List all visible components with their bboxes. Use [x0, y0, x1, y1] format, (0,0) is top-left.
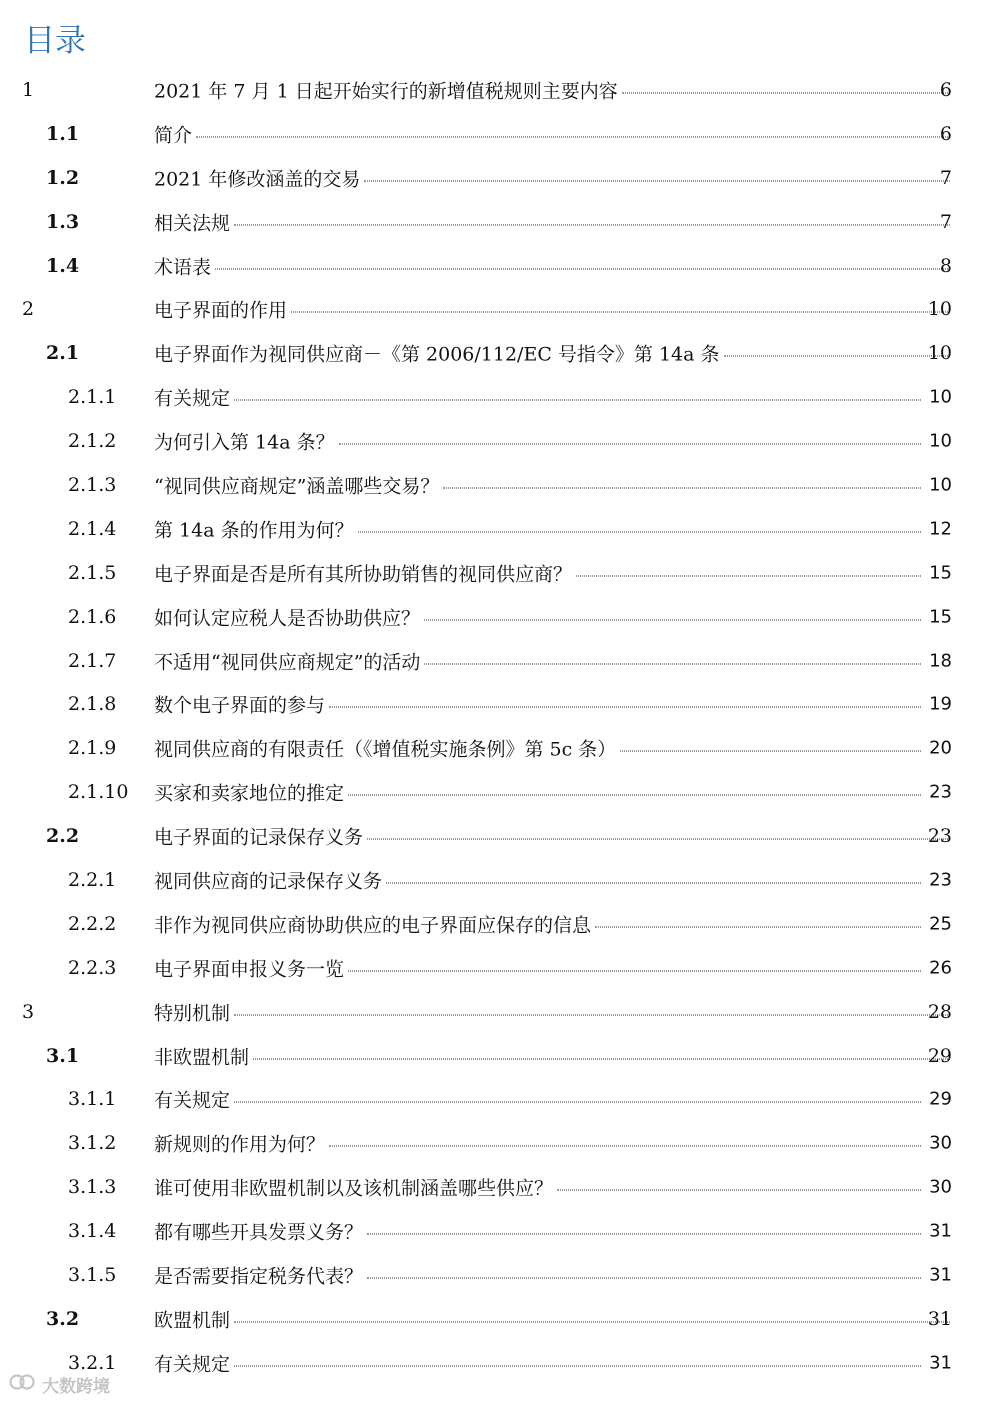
toc-entry-number: 2.1.4	[68, 517, 117, 540]
toc-entry-page: 15	[929, 562, 952, 584]
toc-entry-number: 2.1.7	[68, 649, 117, 672]
dot-leader	[329, 707, 921, 708]
toc-entry-page: 30	[929, 1132, 952, 1154]
toc-entry-text: 相关法规	[154, 212, 231, 235]
toc-entry-page: 31	[929, 1220, 952, 1242]
toc-entry-text: 欧盟机制	[154, 1309, 231, 1332]
dot-leader	[348, 970, 921, 971]
toc-entry-text: 电子界面的作用	[154, 299, 288, 322]
toc-entry-page: 23	[927, 825, 952, 848]
toc-entry-text: 新规则的作用为何？	[154, 1133, 326, 1156]
dot-leader	[386, 882, 921, 883]
toc-entry[interactable]	[0, 1077, 1000, 1121]
toc-entry-number: 2.1.9	[68, 737, 117, 760]
toc-entry-page: 30	[929, 1176, 952, 1198]
toc-entry-number: 3.1.1	[68, 1088, 117, 1111]
toc-entry[interactable]	[0, 770, 1000, 814]
toc-entry-text: 非欧盟机制	[154, 1046, 250, 1069]
toc-entry-text: 术语表	[154, 256, 212, 278]
toc-entry-number: 3.1	[46, 1044, 80, 1067]
dot-leader	[291, 312, 950, 313]
toc-entry-text: 第 14a 条的作用为何？	[154, 519, 354, 542]
toc-entry-page: 10	[929, 430, 952, 452]
watermark-logo-icon	[8, 1373, 36, 1396]
toc-entry-number: 1.4	[46, 254, 80, 277]
dot-leader	[595, 926, 921, 927]
toc-entry[interactable]	[0, 1297, 1000, 1341]
toc-entry-page: 10	[927, 298, 952, 321]
toc-entry[interactable]	[0, 858, 1000, 902]
toc-entry-text: 买家和卖家地位的推定	[154, 782, 345, 805]
toc-entry-page: 10	[927, 342, 952, 365]
toc-entry-text: 有关规定	[154, 387, 231, 410]
toc-entry[interactable]	[0, 156, 1000, 200]
toc-entry-page: 23	[929, 781, 952, 803]
toc-entry[interactable]	[0, 463, 1000, 507]
toc-entry-number: 3.1.5	[68, 1263, 117, 1286]
toc-entry-page: 26	[929, 957, 952, 979]
toc-entry-number: 2.1	[46, 342, 80, 365]
toc-entry-page: 31	[929, 1352, 952, 1374]
toc-entry-number: 2.2.1	[68, 868, 117, 891]
toc-entry[interactable]	[0, 375, 1000, 419]
dot-leader	[367, 1234, 921, 1235]
dot-leader	[443, 487, 921, 488]
watermark	[8, 1372, 110, 1397]
toc-entry-number: 2.1.8	[68, 693, 117, 716]
toc-entry-number: 3	[22, 1000, 35, 1023]
toc-entry-number: 2.2.2	[68, 912, 117, 935]
dot-leader	[215, 268, 950, 269]
toc-entry-text: 都有哪些开具发票义务？	[154, 1221, 364, 1244]
dot-leader	[234, 1365, 921, 1366]
dot-leader	[367, 839, 950, 840]
toc-entry[interactable]	[0, 112, 1000, 156]
dot-leader	[576, 575, 921, 576]
toc-entry[interactable]	[0, 1253, 1000, 1297]
toc-entry-text: 特别机制	[154, 1002, 231, 1025]
dot-leader	[622, 92, 950, 93]
dot-leader	[364, 180, 950, 181]
watermark-text: 大数跨境	[42, 1377, 110, 1397]
toc-entry-page: 8	[939, 254, 952, 277]
toc-entry-page: 20	[929, 737, 952, 759]
toc-entry-text: 视同供应商的记录保存义务	[154, 870, 383, 893]
toc-entry[interactable]	[0, 1121, 1000, 1165]
toc-entry-text: 数个电子界面的参与	[154, 694, 326, 717]
dot-leader	[424, 663, 921, 664]
toc-entry[interactable]	[0, 639, 1000, 683]
toc-entry[interactable]	[0, 902, 1000, 946]
toc-entry-page: 10	[929, 386, 952, 408]
toc-entry-text: 有关规定	[154, 1353, 231, 1376]
dot-leader	[234, 400, 921, 401]
toc-entry-text: 谁可使用非欧盟机制以及该机制涵盖哪些供应？	[154, 1177, 554, 1200]
toc-entry-text: 2021 年修改涵盖的交易	[154, 168, 361, 191]
toc-entry-number: 2.2	[46, 825, 80, 848]
toc-entry[interactable]	[0, 682, 1000, 726]
toc-entry[interactable]	[0, 595, 1000, 639]
dot-leader	[424, 619, 921, 620]
toc-entry-number: 2.1.2	[68, 430, 117, 453]
toc-entry[interactable]	[0, 551, 1000, 595]
dot-leader	[724, 356, 951, 357]
toc-entry-number: 2.1.10	[68, 781, 129, 804]
toc-entry-text: 2021 年 7 月 1 日起开始实行的新增值税规则主要内容	[154, 80, 618, 103]
toc-entry-number: 2.2.3	[68, 956, 117, 979]
toc-entry[interactable]	[0, 1209, 1000, 1253]
dot-leader	[367, 1277, 921, 1278]
toc-entry-number: 3.2	[46, 1307, 80, 1330]
toc-entry[interactable]	[0, 200, 1000, 244]
toc-entry[interactable]	[0, 68, 1000, 112]
dot-leader	[234, 1321, 950, 1322]
toc-entry[interactable]	[0, 814, 1000, 858]
toc-entry-number: 2.1.5	[68, 561, 117, 584]
toc-entry-number: 1.3	[46, 210, 80, 233]
toc-entry[interactable]	[0, 419, 1000, 463]
toc-entry-page: 18	[929, 650, 952, 672]
toc-list	[0, 68, 1000, 1385]
toc-entry-page: 28	[927, 1000, 952, 1023]
dot-leader	[234, 1014, 950, 1015]
toc-entry[interactable]	[0, 507, 1000, 551]
toc-entry-page: 6	[939, 122, 952, 145]
toc-entry-text: 视同供应商的有限责任（《增值税实施条例》第 5c 条）	[154, 738, 617, 761]
toc-entry-number: 3.1.4	[68, 1220, 117, 1243]
toc-entry-number: 2.1.6	[68, 605, 117, 628]
toc-entry-text: 如何认定应税人是否协助供应？	[154, 607, 421, 630]
toc-entry-text: 为何引入第 14a 条？	[154, 431, 335, 454]
toc-entry-number: 2	[22, 298, 35, 321]
toc-entry-text: 有关规定	[154, 1089, 231, 1112]
dot-leader	[348, 795, 921, 796]
dot-leader	[358, 531, 921, 532]
toc-entry[interactable]	[0, 287, 1000, 331]
toc-entry-text: “视同供应商规定”涵盖哪些交易？	[154, 475, 440, 498]
toc-entry-number: 3.1.3	[68, 1176, 117, 1199]
dot-leader	[339, 444, 921, 445]
toc-entry[interactable]	[0, 946, 1000, 990]
toc-entry-text: 是否需要指定税务代表？	[154, 1265, 364, 1288]
toc-entry-number: 1.2	[46, 166, 80, 189]
toc-entry[interactable]	[0, 1034, 1000, 1078]
toc-entry-page: 12	[929, 518, 952, 540]
toc-entry-text: 电子界面是否是所有其所协助销售的视同供应商？	[154, 563, 573, 586]
toc-title: 目录	[24, 23, 86, 59]
toc-entry-number: 1	[22, 78, 35, 101]
toc-entry-text: 电子界面的记录保存义务	[154, 826, 364, 849]
toc-entry-number: 3.1.2	[68, 1132, 117, 1155]
toc-entry-page: 19	[929, 693, 952, 715]
toc-entry-page: 25	[929, 913, 952, 935]
toc-entry-text: 不适用“视同供应商规定”的活动	[154, 651, 421, 674]
dot-leader	[620, 751, 921, 752]
toc-entry-text: 电子界面作为视同供应商－《第 2006/112/EC 号指令》第 14a 条	[154, 343, 720, 366]
toc-entry-page: 31	[929, 1264, 952, 1286]
toc-entry-page: 23	[929, 869, 952, 891]
toc-entry-page: 15	[929, 606, 952, 628]
toc-entry-number: 2.1.3	[68, 473, 117, 496]
toc-entry-page: 29	[929, 1088, 952, 1110]
toc-entry[interactable]	[0, 1165, 1000, 1209]
dot-leader	[196, 136, 950, 137]
toc-entry[interactable]	[0, 244, 1000, 288]
toc-entry[interactable]	[0, 1341, 1000, 1385]
toc-entry-page: 31	[927, 1307, 952, 1330]
toc-entry-number: 3.2.1	[68, 1351, 117, 1374]
dot-leader	[253, 1058, 950, 1059]
toc-entry-text: 简介	[154, 124, 193, 147]
toc-entry-number: 2.1.1	[68, 386, 117, 409]
dot-leader	[234, 1102, 921, 1103]
toc-entry-page: 7	[939, 166, 952, 189]
toc-entry-page: 6	[939, 78, 952, 101]
toc-entry-text: 电子界面申报义务一览	[154, 958, 345, 981]
toc-entry[interactable]	[0, 990, 1000, 1034]
toc-entry-page: 7	[939, 210, 952, 233]
toc-entry-page: 29	[927, 1044, 952, 1067]
toc-entry-page: 10	[929, 474, 952, 496]
toc-entry[interactable]	[0, 331, 1000, 375]
dot-leader	[329, 1146, 921, 1147]
toc-entry-text: 非作为视同供应商协助供应的电子界面应保存的信息	[154, 914, 592, 937]
dot-leader	[234, 224, 950, 225]
toc-entry-number: 1.1	[46, 122, 80, 145]
toc-entry[interactable]	[0, 726, 1000, 770]
dot-leader	[557, 1190, 921, 1191]
